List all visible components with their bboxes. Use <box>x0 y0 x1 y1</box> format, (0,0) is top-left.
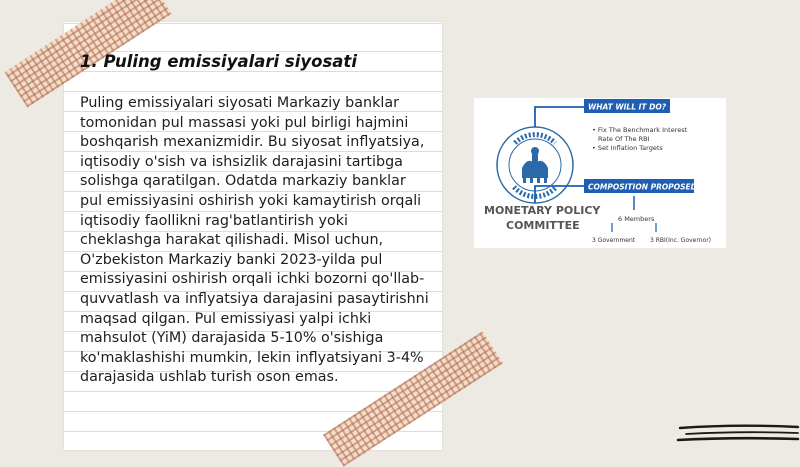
brush-stroke-decoration <box>676 418 800 450</box>
committee-title-line2: COMMITTEE <box>506 219 580 232</box>
mpc-infographic <box>474 98 726 248</box>
mpc-diagram <box>474 98 726 248</box>
slide-heading: 1. Puling emissiyalari siyosati <box>80 52 357 71</box>
connector-what <box>535 107 584 127</box>
government-members: 3 Government <box>592 237 636 244</box>
committee-title-line1: MONETARY POLICY <box>484 204 601 217</box>
bullet-line: Rate Of The RBI <box>598 135 650 143</box>
composition-label: COMPOSITION PROPOSED <box>588 182 697 192</box>
rbi-members: 3 RBI(Inc. Governor) <box>650 237 712 244</box>
bullet-line: • Fix The Benchmark Interest <box>592 126 688 134</box>
members-count: 6 Members <box>618 215 655 223</box>
what-label: WHAT WILL IT DO? <box>588 102 667 112</box>
bullet-line: • Set Inflation Targets <box>592 144 663 152</box>
slide-body-text: Puling emissiyalari siyosati Markaziy banklar tomonidan pul massasi yoki pul birligi hajmini boshqarish mexanizmidir. Bu siyosat inflyatsiya, iqtisodiy o'sish va ishsizlik darajasini tartibga solishga qaratilgan. Odatda markaziy banklar pul emissiyasini oshirish yoki kamaytirish orqali iqtisodiy faollikni rag'batlantirish yoki cheklashga harakat qilishadi. Misol uchun, O'zbekiston Markaziy banki 2023-yilda pul emissiyasini oshirish orqali ichki bozorni qo'llab-quvvatlash va inflyatsiya darajasini pasaytirishni maqsad qilgan. Pul emissiyasi yalpi ichki mahsulot (YiM) darajasida 5-10% o'sishiga ko'maklashishi mumkin, lekin inflyatsiyani 3-4% darajasida ushlab turish oson emas. <box>80 95 429 386</box>
